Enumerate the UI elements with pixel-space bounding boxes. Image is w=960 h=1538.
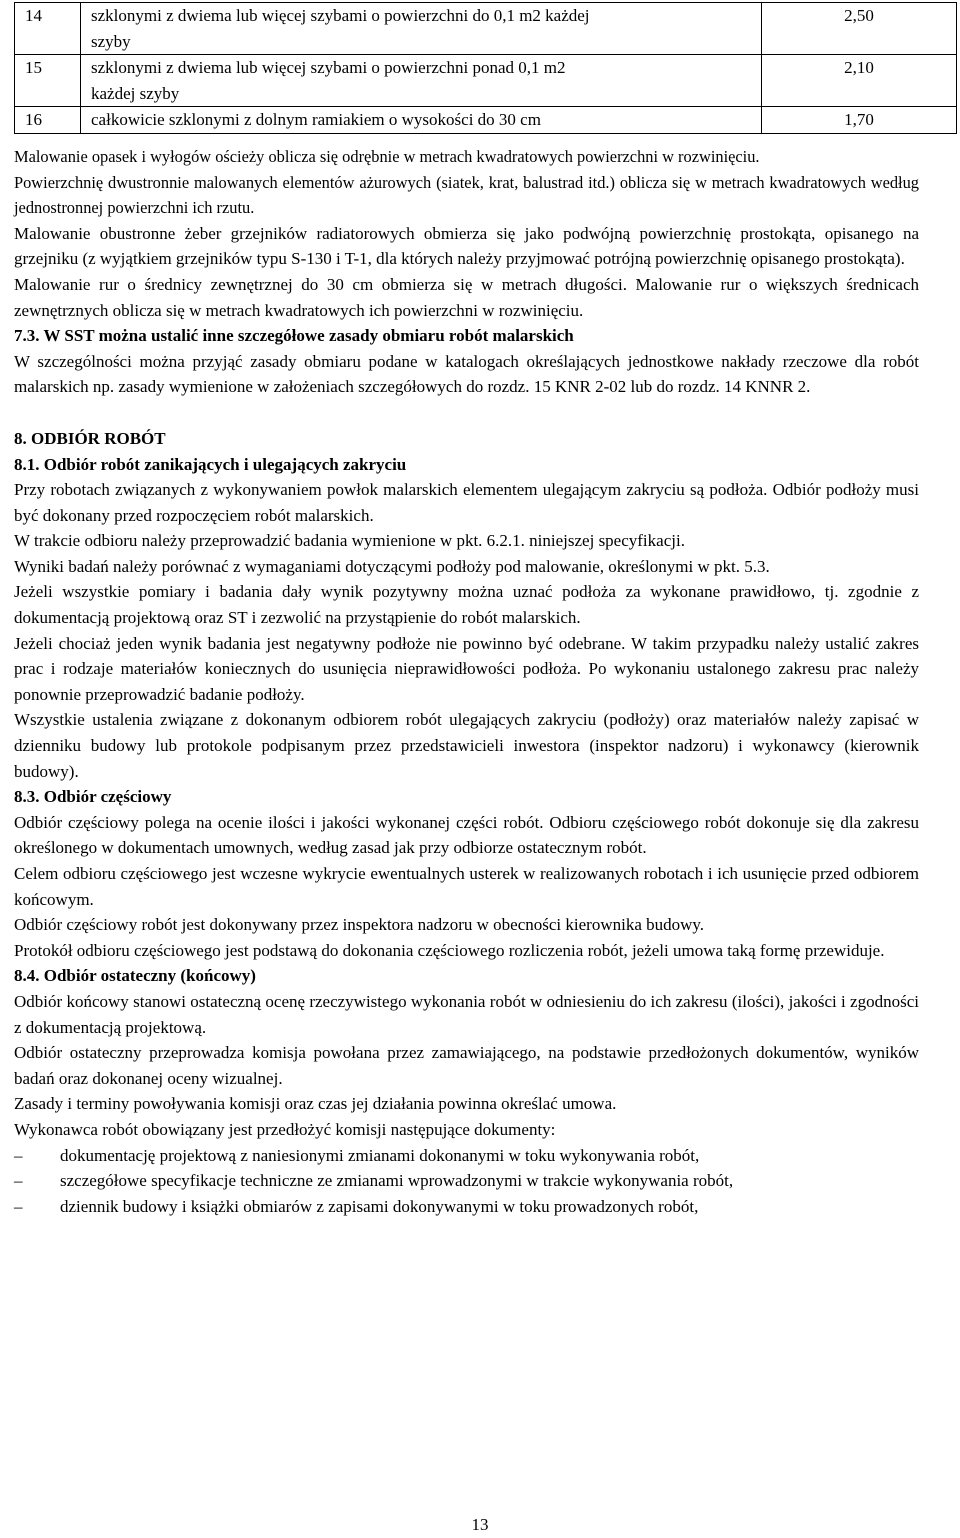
- table-row: [15, 55, 957, 107]
- row-value: 1,70: [762, 107, 957, 134]
- list-item-text: szczegółowe specyfikacje techniczne ze zmianami wprowadzonymi w trakcie wykonywania robót,: [60, 1171, 734, 1191]
- paragraph: Malowanie rur o średnicy zewnętrznej do 30 cm obmierza się w metrach długości. Malowanie rur o większych średnicach zewnętrznych oblicza się w metrach kwadratowych ich powierzchni w rozwinięciu.: [14, 274, 919, 320]
- paragraph: Wykonawca robót obowiązany jest przedłożyć komisji następujące dokumenty:: [14, 1119, 556, 1139]
- dash-bullet: –: [14, 1196, 23, 1216]
- documents-list: [14, 1143, 919, 1220]
- document-page: [14, 2, 951, 1219]
- page-number: 13: [471, 1515, 489, 1534]
- paragraph: Celem odbioru częściowego jest wczesne wykrycie ewentualnych usterek w realizowanych robotach i ich usunięcie przed odbiorem końcowym.: [14, 864, 919, 909]
- paragraph: Zasady i terminy powoływania komisji oraz czas jej działania powinna określać umowa.: [14, 1094, 617, 1114]
- row-value: 2,50: [762, 3, 957, 55]
- table-row: [15, 107, 957, 134]
- paragraph: Jeżeli wszystkie pomiary i badania dały wynik pozytywny można uznać podłoża za wykonane prawidłowo, tj. zgodnie z dokumentacją projektową oraz ST i zezwolić na przystąpienie do robót malarskich.: [14, 582, 919, 628]
- row-description-text: szklonymi z dwiema lub więcej szybami o powierzchni do 0,1 m2 każdej szyby: [91, 6, 590, 51]
- row-description: [81, 55, 762, 107]
- dash-bullet: –: [14, 1171, 23, 1191]
- row-value: 2,10: [762, 55, 957, 107]
- paragraph: W trakcie odbioru należy przeprowadzić badania wymienione w pkt. 6.2.1. niniejszej specyfikacji.: [14, 531, 685, 551]
- list-item-text: dziennik budowy i książki obmiarów z zapisami dokonywanymi w toku prowadzonych robót,: [60, 1196, 699, 1216]
- paragraph: Jeżeli chociaż jeden wynik badania jest negatywny podłoże nie powinno być odebrane. W takim przypadku należy ustalić zakres prac i rodzaje materiałów koniecznych do usunięcia nieprawidłowości podłoża. Po wykonaniu ustalonego zakresu prac należy ponownie przeprowadzić badanie podłoży.: [14, 633, 919, 704]
- section-heading-8-3: 8.3. Odbiór częściowy: [14, 787, 172, 807]
- list-item-text: dokumentację projektową z naniesionymi zmianami dokonanymi w toku wykonywania robót,: [60, 1145, 700, 1165]
- paragraph: Powierzchnię dwustronnie malowanych elementów ażurowych (siatek, krat, balustrad itd.) oblicza się w metrach kwadratowych według jednostronnej powierzchni ich rzutu.: [14, 172, 919, 218]
- section-heading-7-3: 7.3. W SST można ustalić inne szczegółowe zasady obmiaru robót malarskich: [14, 326, 574, 346]
- paragraph: Protokół odbioru częściowego jest podstawą do dokonania częściowego rozliczenia robót, jeżeli umowa taką formę przewiduje.: [14, 940, 885, 960]
- paragraph: Malowanie obustronne żeber grzejników radiatorowych obmierza się jako podwójną powierzchnię prostokąta, opisanego na grzejniku (z wyjątkiem grzejników typu S-130 i T-1, dla których należy przyjmować potrójną powierzchnię opisanego prostokąta).: [14, 223, 919, 269]
- rates-table: [14, 2, 957, 134]
- body-text: [14, 144, 919, 1219]
- paragraph: Odbiór ostateczny przeprowadza komisja powołana przez zamawiającego, na podstawie przedłożonych dokumentów, wyników badań oraz dokonanej oceny wizualnej.: [14, 1043, 919, 1088]
- row-description: [81, 3, 762, 55]
- paragraph: Wszystkie ustalenia związane z dokonanym odbiorem robót ulegających zakryciu (podłoży) oraz materiałów należy zapisać w dzienniku budowy lub protokole podpisanym przez przedstawicieli inwestora (inspektor nadzoru) i wykonawcy (kierownik budowy).: [14, 710, 919, 781]
- spacer: [14, 400, 919, 426]
- row-number: 15: [15, 55, 81, 107]
- paragraph: Odbiór częściowy polega na ocenie ilości i jakości wykonanej części robót. Odbioru częściowego robót dokonuje się dla zakresu określonego w dokumentach umownych, według zasad jak przy odbiorze ostatecznym robót.: [14, 812, 919, 858]
- row-number: 14: [15, 3, 81, 55]
- table-row: [15, 3, 957, 55]
- row-description: [81, 107, 762, 134]
- section-heading-8-1: 8.1. Odbiór robót zanikających i ulegających zakryciu: [14, 454, 407, 474]
- section-heading-8-4: 8.4. Odbiór ostateczny (końcowy): [14, 966, 256, 986]
- paragraph: Odbiór częściowy robót jest dokonywany przez inspektora nadzoru w obecności kierownika budowy.: [14, 915, 705, 935]
- row-description-text: szklonymi z dwiema lub więcej szybami o powierzchni ponad 0,1 m2 każdej szyby: [91, 58, 566, 103]
- dash-bullet: –: [14, 1145, 23, 1165]
- paragraph: Odbiór końcowy stanowi ostateczną ocenę rzeczywistego wykonania robót w odniesieniu do ich zakresu (ilości), jakości i zgodności z dokumentacją projektową.: [14, 991, 919, 1037]
- list-item: [14, 1194, 919, 1220]
- section-heading-8: 8. ODBIÓR ROBÓT: [14, 428, 166, 448]
- list-item: [14, 1168, 919, 1194]
- row-number: 16: [15, 107, 81, 134]
- row-description-text: całkowicie szklonymi z dolnym ramiakiem o wysokości do 30 cm: [91, 110, 541, 130]
- paragraph: Wyniki badań należy porównać z wymaganiami dotyczącymi podłoży pod malowanie, określonymi w pkt. 5.3.: [14, 556, 770, 576]
- list-item: [14, 1143, 919, 1169]
- paragraph: Przy robotach związanych z wykonywaniem powłok malarskich elementem ulegającym zakryciu są podłoża. Odbiór podłoży musi być dokonany przed rozpoczęciem robót malarskich.: [14, 480, 919, 525]
- paragraph: Malowanie opasek i wyłogów ościeży oblicza się odrębnie w metrach kwadratowych powierzchni w rozwinięciu.: [14, 146, 760, 166]
- paragraph: W szczególności można przyjąć zasady obmiaru podane w katalogach określających jednostkowe nakłady rzeczowe dla robót malarskich np. zasady wymienione w założeniach szczegółowych do rozdz. 15 KNR 2-02 lub do rozdz. 14 KNNR 2.: [14, 351, 919, 397]
